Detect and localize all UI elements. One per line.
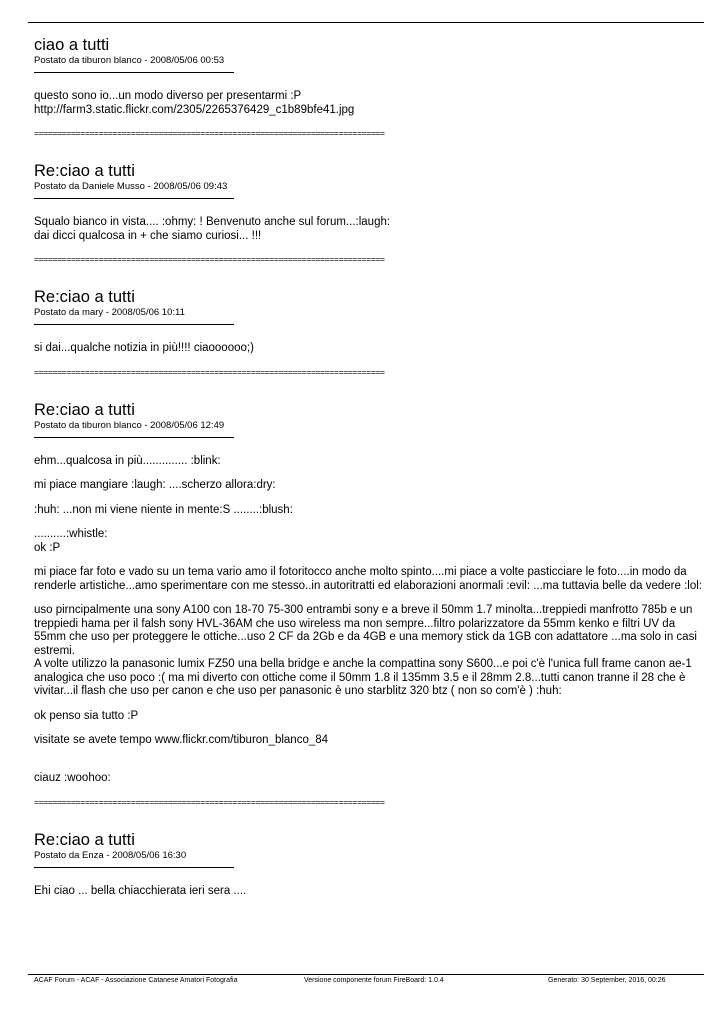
post-paragraph: ciauz :woohoo: [34, 772, 111, 784]
footer-site: ACAF Forum - ACAF - Associazione Catanese Amatori Fotografia [34, 977, 238, 984]
meta-rule [34, 72, 234, 73]
post-body [34, 342, 704, 356]
post-separator: ============================================================================ [34, 796, 385, 807]
footer-generated: Generato: 30 September, 2016, 00:26 [548, 977, 666, 984]
post-paragraph: ehm...qualcosa in più.............. :blink: [34, 454, 221, 467]
forum-post [34, 264, 704, 377]
post-paragraph: visitate se avete tempo www.flickr.com/tiburon_blanco_84 [34, 734, 329, 746]
post-body [34, 216, 704, 243]
post-meta: Postato da Enza - 2008/05/06 16:30 [34, 849, 187, 861]
meta-rule [34, 437, 234, 438]
forum-post [34, 138, 704, 264]
post-meta: Postato da tiburon blanco - 2008/05/06 12:49 [34, 419, 225, 431]
post-meta: Postato da mary - 2008/05/06 10:11 [34, 307, 185, 318]
footer-version: Versione componente forum FireBoard: 1.0.4 [304, 977, 444, 984]
post-title: ciao a tutti [34, 36, 110, 54]
post-paragraph: Squalo bianco in vista.... :ohmy: ! Benvenuto anche sul forum...:laugh: dai dicci qualcosa in + che siamo curiosi... !!! [34, 216, 391, 242]
post-gap [34, 807, 704, 831]
post-paragraph: mi piace far foto e vado su un tema vario amo il fotoritocco anche molto spinto....mi piace a volte pasticciare le foto....in modo da renderle artistiche...amo sperimentare con me stesso..in autoritratti ed elaborazioni anormali :evil: ...ma tuttavia belle da vedere :lol: [34, 566, 702, 592]
post-paragraph: mi piace mangiare :laugh: ....scherzo allora:dry: [34, 479, 276, 491]
post-meta: Postato da Daniele Musso - 2008/05/06 09:43 [34, 181, 228, 192]
post-paragraph: Ehi ciao ... bella chiacchierata ieri sera .... [34, 884, 247, 897]
post-title: Re:ciao a tutti [34, 400, 135, 419]
post-title: Re:ciao a tutti [34, 162, 135, 180]
footer-rule [28, 974, 704, 975]
post-body [34, 885, 704, 899]
post-separator: ============================================================================ [34, 128, 385, 138]
post-body [34, 90, 704, 117]
post-gap [34, 138, 704, 162]
post-separator: ============================================================================ [34, 254, 385, 264]
post-gap [34, 264, 704, 288]
post-list [34, 36, 704, 909]
post-title: Re:ciao a tutti [34, 830, 135, 849]
post-gap [34, 377, 704, 401]
post-paragraph: :huh: ...non mi viene niente in mente:S ........:blush: [34, 503, 293, 516]
post-paragraph: ok penso sia tutto :P [34, 709, 139, 722]
forum-post [34, 36, 704, 138]
meta-rule [34, 867, 234, 868]
post-paragraph: uso pirncipalmente una sony A100 con 18-70 75-300 entrambi sony e a breve il 50mm 1.7 minolta...treppiedi manfrotto 785b e un treppiedi hama per il falsh sony HVL-36AM che uso wireless ma non sempre...filtro polarizzatore da 55mm kenko e filtri UV da 55mm che uso per proteggere le ottiche...uso 2 CF da 2Gb e da 4GB e una memory stick da 1GB con adattatore ...ma solo in casi estremi. A volte utilizzo la panasonic lumix FZ50 una bella bridge e anche la compattina sony S600...e poi c'è l'unica full frame canon ae-1 analogica che uso poco :( ma mi diverto con ottiche come il 50mm 1.8 il 135mm 3.5 e il 28mm 2.8...tutti canon tranne il 28 che è vivitar...il flash che uso per canon e che uso per panasonic è uno starblitz 320 btz ( non so com'è ) :huh: [34, 604, 697, 697]
post-title: Re:ciao a tutti [34, 288, 135, 306]
meta-rule [34, 198, 234, 199]
forum-post [34, 377, 704, 807]
top-rule [28, 22, 704, 23]
post-paragraph: si dai...qualche notizia in più!!!! ciaoooooo;) [34, 342, 254, 354]
meta-rule [34, 324, 234, 325]
post-body [34, 455, 704, 786]
post-meta: Postato da tiburon blanco - 2008/05/06 00:53 [34, 55, 225, 66]
post-paragraph: ..........:whistle: ok :P [34, 528, 108, 554]
post-paragraph: questo sono io...un modo diverso per presentarmi :P http://farm3.static.flickr.com/2305/2265376429_c1b89bfe41.jpg [34, 90, 355, 116]
post-separator: ============================================================================ [34, 366, 385, 377]
forum-post [34, 807, 704, 899]
